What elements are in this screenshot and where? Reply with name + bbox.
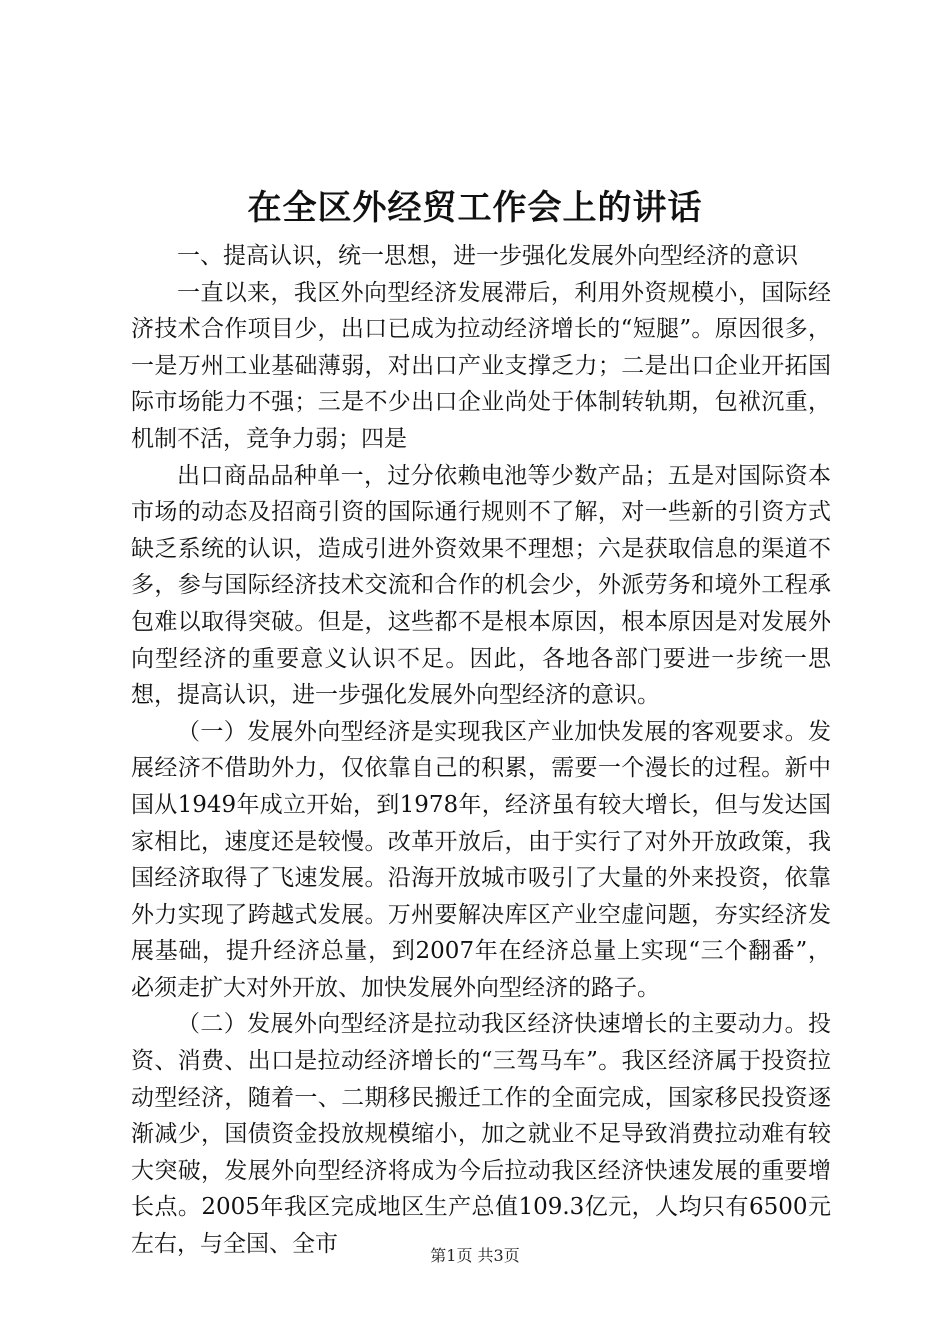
page-number-footer: 第1页 共3页 [430,1246,520,1265]
body-paragraph: （一）发展外向型经济是实现我区产业加快发展的客观要求。发展经济不借助外力，仅依靠自己的积累，需要一个漫长的过程。新中国从1949年成立开始，到1978年，经济虽有较大增长，但与发达国家相比，速度还是较慢。改革开放后，由于实行了对外开放政策，我国经济取得了飞速发展。沿海开放城市吸引了大量的外来投资，依靠外力实现了跨越式发展。万州要解决库区产业空虚问题，夯实经济发展基础，提升经济总量，到2007年在经济总量上实现“三个翻番”，必须走扩大对外开放、加快发展外向型经济的路子。 [131,718,831,1001]
document-title: 在全区外经贸工作会上的讲话 [247,188,703,228]
body-paragraph: （二）发展外向型经济是拉动我区经济快速增长的主要动力。投资、消费、出口是拉动经济增长的“三驾马车”。我区经济属于投资拉动型经济，随着一、二期移民搬迁工作的全面完成，国家移民投资逐渐减少，国债资金投放规模缩小，加之就业不足导致消费拉动难有较大突破，发展外向型经济将成为今后拉动我区经济快速发展的重要增长点。2005年我区完成地区生产总值109.3亿元，人均只有6500元左右，与全国、全市 [131,1011,831,1258]
document-body [131,238,831,1263]
section-heading: 一、提高认识，统一思想，进一步强化发展外向型经济的意识 [177,243,798,269]
body-paragraph: 一直以来，我区外向型经济发展滞后，利用外资规模小，国际经济技术合作项目少，出口已成为拉动经济增长的“短腿”。原因很多，一是万州工业基础薄弱，对出口产业支撑乏力；二是出口企业开拓国际市场能力不强；三是不少出口企业尚处于体制转轨期，包袱沉重，机制不活，竞争力弱；四是 [131,279,831,452]
body-paragraph: 出口商品品种单一，过分依赖电池等少数产品；五是对国际资本市场的动态及招商引资的国际通行规则不了解，对一些新的引资方式缺乏系统的认识，造成引进外资效果不理想；六是获取信息的渠道不多，参与国际经济技术交流和合作的机会少，外派劳务和境外工程承包难以取得突破。但是，这些都不是根本原因，根本原因是对发展外向型经济的重要意义认识不足。因此，各地各部门要进一步统一思想，提高认识，进一步强化发展外向型经济的意识。 [131,462,831,709]
